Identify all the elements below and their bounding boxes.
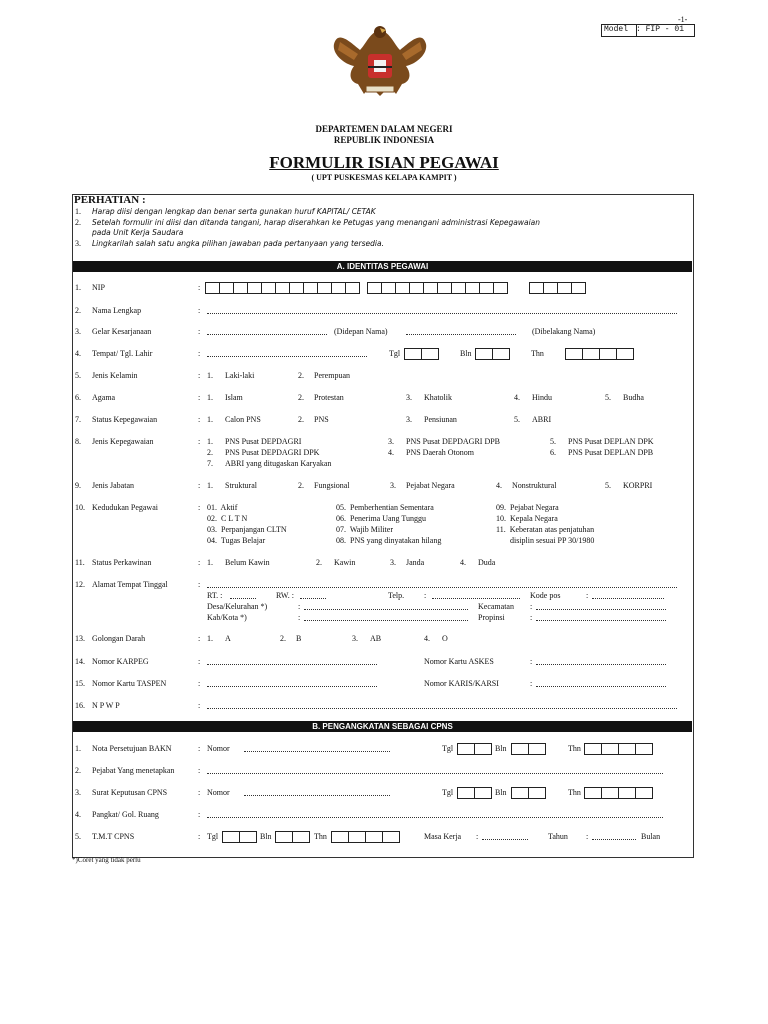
karis-field[interactable] bbox=[536, 678, 666, 687]
taspen-label: Nomor Kartu TASPEN bbox=[92, 679, 167, 688]
gelar-front-field[interactable] bbox=[207, 326, 327, 335]
kawin-opt2-num[interactable]: 2. bbox=[316, 558, 322, 567]
jabatan-opt3[interactable]: Pejabat Negara bbox=[406, 481, 455, 490]
kawin-num: 11. bbox=[75, 558, 85, 567]
jenis-kepeg-opt4-num[interactable]: 4. bbox=[388, 448, 394, 457]
pangkat-num: 4. bbox=[75, 810, 81, 819]
telp-label: Telp. bbox=[388, 591, 405, 600]
nota-tgl-label: Tgl bbox=[442, 744, 454, 753]
kelamin-opt1[interactable]: Laki-laki bbox=[225, 371, 255, 380]
jabatan-num: 9. bbox=[75, 481, 81, 490]
colon: : bbox=[530, 602, 533, 611]
section-a-bar: A. IDENTITAS PEGAWAI bbox=[73, 261, 692, 272]
agama-opt4[interactable]: Hindu bbox=[532, 393, 552, 402]
nota-nomor-label: Nomor bbox=[207, 744, 230, 753]
tmt-bln-label: Bln bbox=[260, 832, 272, 841]
sk-bln-boxes[interactable] bbox=[512, 787, 546, 799]
masa-bulan-field[interactable] bbox=[592, 831, 636, 840]
colon: : bbox=[586, 591, 589, 600]
kawin-opt1[interactable]: Belum Kawin bbox=[225, 558, 270, 567]
jabatan-opt1[interactable]: Struktural bbox=[225, 481, 257, 490]
ttl-bln-label: Bln bbox=[460, 349, 472, 358]
gelar-front-label: (Didepan Nama) bbox=[334, 327, 388, 336]
agama-opt2-num[interactable]: 2. bbox=[298, 393, 304, 402]
status-kepeg-opt3[interactable]: Pensiunan bbox=[424, 415, 457, 424]
kedudukan-opt-06[interactable]: 06. Penerima Uang Tunggu bbox=[336, 514, 426, 523]
model-box bbox=[601, 24, 695, 37]
status-kepeg-opt2[interactable]: PNS bbox=[314, 415, 329, 424]
sk-nomor-field[interactable] bbox=[244, 787, 390, 796]
jenis-kepeg-opt7-num[interactable]: 7. bbox=[207, 459, 213, 468]
colon: : bbox=[198, 415, 201, 424]
colon: : bbox=[198, 766, 201, 775]
colon: : bbox=[198, 349, 201, 358]
tmt-thn-label: Thn bbox=[314, 832, 327, 841]
sk-label: Surat Keputusan CPNS bbox=[92, 788, 168, 797]
jabatan-opt4[interactable]: Nonstruktural bbox=[512, 481, 557, 490]
jenis-kepeg-opt3[interactable]: PNS Pusat DEPDAGRI DPB bbox=[406, 437, 501, 446]
colon: : bbox=[198, 283, 201, 292]
nota-thn-label: Thn bbox=[568, 744, 581, 753]
darah-opt3-num[interactable]: 3. bbox=[352, 634, 358, 643]
gelar-label: Gelar Kesarjanaan bbox=[92, 327, 152, 336]
propinsi-label: Propinsi bbox=[478, 613, 505, 622]
status-kepeg-num: 7. bbox=[75, 415, 81, 424]
jenis-kepeg-opt2[interactable]: PNS Pusat DEPDAGRI DPK bbox=[225, 448, 320, 457]
jenis-kepeg-opt1[interactable]: PNS Pusat DEPDAGRI bbox=[225, 437, 302, 446]
jabatan-opt5-num[interactable]: 5. bbox=[605, 481, 611, 490]
kelamin-opt1-num[interactable]: 1. bbox=[207, 371, 213, 380]
kecamatan-label: Kecamatan bbox=[478, 602, 514, 611]
nota-thn-boxes[interactable] bbox=[585, 743, 653, 755]
kedudukan-opt-01[interactable]: 01. Aktif bbox=[207, 503, 238, 512]
karpeg-field[interactable] bbox=[207, 656, 377, 665]
jabatan-opt2-num[interactable]: 2. bbox=[298, 481, 304, 490]
colon: : bbox=[530, 679, 533, 688]
tmt-label: T.M.T CPNS bbox=[92, 832, 135, 841]
kelamin-opt2[interactable]: Perempuan bbox=[314, 371, 350, 380]
kedudukan-label: Kedudukan Pegawai bbox=[92, 503, 158, 512]
jenis-kepeg-opt6-num[interactable]: 6. bbox=[550, 448, 556, 457]
colon: : bbox=[198, 327, 201, 336]
jenis-kepeg-opt4[interactable]: PNS Daerah Otonom bbox=[406, 448, 474, 457]
desa-field[interactable] bbox=[304, 601, 468, 610]
colon: : bbox=[198, 701, 201, 710]
taspen-num: 15. bbox=[75, 679, 85, 688]
country-name: REPUBLIK INDONESIA bbox=[333, 135, 435, 145]
notice-text-1: Harap diisi dengan lengkap dan benar serta gunakan huruf KAPITAL/ CETAK bbox=[92, 207, 376, 216]
kodepos-field[interactable] bbox=[592, 590, 664, 599]
kawin-opt2[interactable]: Kawin bbox=[334, 558, 356, 567]
kelamin-num: 5. bbox=[75, 371, 81, 380]
agama-opt5-num[interactable]: 5. bbox=[605, 393, 611, 402]
nama-label: Nama Lengkap bbox=[92, 306, 142, 315]
kawin-opt1-num[interactable]: 1. bbox=[207, 558, 213, 567]
notice-text-2: Setelah formulir ini diisi dan ditanda tangani, harap diserahkan ke Petugas yang menangani administrasi Kepegawaian bbox=[92, 218, 541, 227]
kedudukan-opt-03[interactable]: 03. Perpanjangan CLTN bbox=[207, 525, 287, 534]
npwp-field[interactable] bbox=[207, 700, 677, 709]
darah-opt2[interactable]: B bbox=[296, 634, 302, 643]
tmt-tgl-boxes[interactable] bbox=[223, 831, 257, 843]
sk-thn-label: Thn bbox=[568, 788, 581, 797]
rw-field[interactable] bbox=[300, 590, 326, 599]
jabatan-opt5[interactable]: KORPRI bbox=[623, 481, 653, 490]
nota-label: Nota Persetujuan BAKN bbox=[92, 744, 172, 753]
status-kepeg-opt1[interactable]: Calon PNS bbox=[225, 415, 261, 424]
agama-label: Agama bbox=[92, 393, 116, 402]
colon: : bbox=[198, 393, 201, 402]
sk-num: 3. bbox=[75, 788, 81, 797]
kecamatan-field[interactable] bbox=[536, 601, 666, 610]
colon: : bbox=[198, 306, 201, 315]
agama-opt5[interactable]: Budha bbox=[623, 393, 644, 402]
ttl-label: Tempat/ Tgl. Lahir bbox=[92, 349, 153, 358]
colon: : bbox=[198, 558, 201, 567]
jenis-kepeg-opt3-num[interactable]: 3. bbox=[388, 437, 394, 446]
notice-num-3: 3. bbox=[75, 239, 81, 248]
agama-opt3[interactable]: Khatolik bbox=[424, 393, 452, 402]
kedudukan-num: 10. bbox=[75, 503, 85, 512]
jabatan-opt3-num[interactable]: 3. bbox=[390, 481, 396, 490]
gelar-back-field[interactable] bbox=[406, 326, 516, 335]
colon: : bbox=[586, 832, 589, 841]
colon: : bbox=[198, 481, 201, 490]
jenis-kepeg-opt1-num[interactable]: 1. bbox=[207, 437, 213, 446]
status-kepeg-opt1-num[interactable]: 1. bbox=[207, 415, 213, 424]
jenis-kepeg-opt5-num[interactable]: 5. bbox=[550, 437, 556, 446]
nip-label: NIP bbox=[92, 283, 105, 292]
sk-tgl-label: Tgl bbox=[442, 788, 454, 797]
kelamin-label: Jenis Kelamin bbox=[92, 371, 138, 380]
npwp-num: 16. bbox=[75, 701, 85, 710]
tmt-thn-boxes[interactable] bbox=[332, 831, 400, 843]
rw-label: RW. : bbox=[276, 591, 294, 600]
agama-opt1[interactable]: Islam bbox=[225, 393, 243, 402]
ttl-thn-label: Thn bbox=[531, 349, 544, 358]
tempat-lahir-field[interactable] bbox=[207, 348, 367, 357]
sk-bln-label: Bln bbox=[495, 788, 507, 797]
colon: : bbox=[198, 634, 201, 643]
masa-tahun-field[interactable] bbox=[482, 831, 528, 840]
section-b-bar: B. PENGANGKATAN SEBAGAI CPNS bbox=[73, 721, 692, 732]
masa-kerja-label: Masa Kerja bbox=[424, 832, 462, 841]
notice-text-2b: pada Unit Kerja Saudara bbox=[92, 228, 184, 237]
jenis-kepeg-opt5[interactable]: PNS Pusat DEPLAN DPK bbox=[568, 437, 654, 446]
nota-tgl-boxes[interactable] bbox=[458, 743, 492, 755]
model-label: Model bbox=[604, 25, 629, 34]
colon: : bbox=[530, 613, 533, 622]
colon: : bbox=[424, 591, 427, 600]
alamat-label: Alamat Tempat Tinggal bbox=[92, 580, 168, 589]
status-kepeg-opt4-num[interactable]: 5. bbox=[514, 415, 520, 424]
nip-boxes-1[interactable] bbox=[206, 282, 360, 294]
karpeg-num: 14. bbox=[75, 657, 85, 666]
darah-label: Golongan Darah bbox=[92, 634, 146, 643]
kedudukan-opt-10[interactable]: 10. Kepala Negara bbox=[496, 514, 558, 523]
rt-label: RT. : bbox=[207, 591, 223, 600]
status-kepeg-opt4[interactable]: ABRI bbox=[532, 415, 552, 424]
kedudukan-opt-08[interactable]: 08. PNS yang dinyatakan hilang bbox=[336, 536, 442, 545]
colon: : bbox=[530, 657, 533, 666]
darah-opt4-num[interactable]: 4. bbox=[424, 634, 430, 643]
form-title: FORMULIR ISIAN PEGAWAI bbox=[269, 153, 499, 172]
alamat-field[interactable] bbox=[207, 579, 677, 588]
nama-field[interactable] bbox=[207, 305, 677, 314]
jabatan-opt1-num[interactable]: 1. bbox=[207, 481, 213, 490]
kawin-label: Status Perkawinan bbox=[92, 558, 152, 567]
darah-opt3[interactable]: AB bbox=[370, 634, 382, 643]
pejabat-label: Pejabat Yang menetapkan bbox=[92, 766, 175, 775]
jenis-kepeg-opt6[interactable]: PNS Pusat DEPLAN DPB bbox=[568, 448, 654, 457]
karis-label: Nomor KARIS/KARSI bbox=[424, 679, 499, 688]
kedudukan-opt-11b: disiplin sesuai PP 30/1980 bbox=[496, 536, 595, 545]
sk-nomor-label: Nomor bbox=[207, 788, 230, 797]
ttl-tgl-boxes[interactable] bbox=[405, 348, 439, 360]
colon: : bbox=[198, 371, 201, 380]
colon: : bbox=[298, 602, 301, 611]
karpeg-label: Nomor KARPEG bbox=[92, 657, 149, 666]
nota-nomor-field[interactable] bbox=[244, 743, 390, 752]
colon: : bbox=[198, 437, 201, 446]
colon: : bbox=[476, 832, 479, 841]
darah-opt1[interactable]: A bbox=[225, 634, 231, 643]
footnote: *)Coret yang tidak perlu bbox=[72, 856, 141, 864]
pangkat-field[interactable] bbox=[207, 809, 663, 818]
ttl-tgl-label: Tgl bbox=[389, 349, 401, 358]
notice-num-1: 1. bbox=[75, 207, 81, 216]
kawin-opt4[interactable]: Duda bbox=[478, 558, 496, 567]
kedudukan-opt-04[interactable]: 04. Tugas Belajar bbox=[207, 536, 266, 545]
status-kepeg-opt3-num[interactable]: 3. bbox=[406, 415, 412, 424]
colon: : bbox=[198, 679, 201, 688]
kab-field[interactable] bbox=[304, 612, 468, 621]
alamat-num: 12. bbox=[75, 580, 85, 589]
tmt-bln-boxes[interactable] bbox=[276, 831, 310, 843]
tmt-tgl-label: Tgl bbox=[207, 832, 219, 841]
nama-num: 2. bbox=[75, 306, 81, 315]
darah-num: 13. bbox=[75, 634, 85, 643]
tahun-label: Tahun bbox=[548, 832, 568, 841]
nip-boxes-4[interactable] bbox=[530, 282, 586, 294]
jenis-kepeg-label: Jenis Kepegawaian bbox=[92, 437, 154, 446]
ttl-num: 4. bbox=[75, 349, 81, 358]
notice-num-2: 2. bbox=[75, 218, 81, 227]
pangkat-label: Pangkat/ Gol. Ruang bbox=[92, 810, 159, 819]
kelamin-opt2-num[interactable]: 2. bbox=[298, 371, 304, 380]
pejabat-field[interactable] bbox=[207, 765, 663, 774]
nip-boxes-2[interactable] bbox=[368, 282, 494, 294]
jabatan-opt4-num[interactable]: 4. bbox=[496, 481, 502, 490]
colon: : bbox=[198, 503, 201, 512]
nota-num: 1. bbox=[75, 744, 81, 753]
npwp-label: N P W P bbox=[92, 701, 120, 710]
notice-text-3: Lingkarilah salah satu angka pilihan jawaban pada pertanyaan yang tersedia. bbox=[92, 239, 384, 248]
darah-opt4[interactable]: O bbox=[442, 634, 448, 643]
ministry-name: DEPARTEMEN DALAM NEGERI bbox=[315, 124, 453, 134]
model-value: : FIP - 01 bbox=[636, 25, 685, 34]
colon: : bbox=[198, 744, 201, 753]
jenis-kepeg-opt2-num[interactable]: 2. bbox=[207, 448, 213, 457]
kodepos-label: Kode pos bbox=[530, 591, 561, 600]
agama-num: 6. bbox=[75, 393, 81, 402]
telp-field[interactable] bbox=[432, 590, 520, 599]
status-kepeg-label: Status Kepegawaian bbox=[92, 415, 158, 424]
kawin-opt3-num[interactable]: 3. bbox=[390, 558, 396, 567]
kawin-opt3[interactable]: Janda bbox=[406, 558, 425, 567]
kedudukan-opt-05[interactable]: 05. Pemberhentian Sementara bbox=[336, 503, 434, 512]
jabatan-label: Jenis Jabatan bbox=[92, 481, 134, 490]
agama-opt3-num[interactable]: 3. bbox=[406, 393, 412, 402]
kedudukan-opt-07[interactable]: 07. Wajib Militer bbox=[336, 525, 393, 534]
jenis-kepeg-opt7[interactable]: ABRI yang ditugaskan Karyakan bbox=[225, 459, 332, 468]
rt-field[interactable] bbox=[230, 590, 256, 599]
garuda-emblem bbox=[330, 20, 430, 102]
nota-bln-label: Bln bbox=[495, 744, 507, 753]
kedudukan-opt-09[interactable]: 09. Pejabat Negara bbox=[496, 503, 559, 512]
askes-label: Nomor Kartu ASKES bbox=[424, 657, 494, 666]
taspen-field[interactable] bbox=[207, 678, 377, 687]
jenis-kepeg-num: 8. bbox=[75, 437, 81, 446]
tmt-num: 5. bbox=[75, 832, 81, 841]
agama-opt1-num[interactable]: 1. bbox=[207, 393, 213, 402]
agama-opt2[interactable]: Protestan bbox=[314, 393, 344, 402]
notice-heading: PERHATIAN : bbox=[74, 194, 146, 206]
colon: : bbox=[198, 810, 201, 819]
kedudukan-opt-11[interactable]: 11. Keberatan atas penjatuhan bbox=[496, 525, 595, 534]
propinsi-field[interactable] bbox=[536, 612, 666, 621]
ttl-thn-boxes[interactable] bbox=[566, 348, 634, 360]
desa-label: Desa/Kelurahan *) bbox=[207, 602, 268, 611]
status-kepeg-opt2-num[interactable]: 2. bbox=[298, 415, 304, 424]
colon: : bbox=[198, 832, 201, 841]
colon: : bbox=[198, 580, 201, 589]
bulan-label: Bulan bbox=[641, 832, 661, 841]
agama-opt4-num[interactable]: 4. bbox=[514, 393, 520, 402]
colon: : bbox=[198, 657, 201, 666]
nip-num: 1. bbox=[75, 283, 81, 292]
form-subtitle: ( UPT PUSKESMAS KELAPA KAMPIT ) bbox=[311, 173, 457, 182]
gelar-num: 3. bbox=[75, 327, 81, 336]
colon: : bbox=[298, 613, 301, 622]
page-number: -1- bbox=[678, 15, 688, 24]
sk-thn-boxes[interactable] bbox=[585, 787, 653, 799]
darah-opt1-num[interactable]: 1. bbox=[207, 634, 213, 643]
jabatan-opt2[interactable]: Fungsional bbox=[314, 481, 350, 490]
ttl-bln-boxes[interactable] bbox=[476, 348, 510, 360]
kawin-opt4-num[interactable]: 4. bbox=[460, 558, 466, 567]
sk-tgl-boxes[interactable] bbox=[458, 787, 492, 799]
gelar-back-label: (Dibelakang Nama) bbox=[532, 327, 596, 336]
darah-opt2-num[interactable]: 2. bbox=[280, 634, 286, 643]
kab-label: Kab/Kota *) bbox=[207, 613, 247, 622]
colon: : bbox=[198, 788, 201, 797]
kedudukan-opt-02[interactable]: 02. C L T N bbox=[207, 514, 248, 523]
nip-boxes-3[interactable] bbox=[494, 282, 508, 294]
pejabat-num: 2. bbox=[75, 766, 81, 775]
nota-bln-boxes[interactable] bbox=[512, 743, 546, 755]
askes-field[interactable] bbox=[536, 656, 666, 665]
